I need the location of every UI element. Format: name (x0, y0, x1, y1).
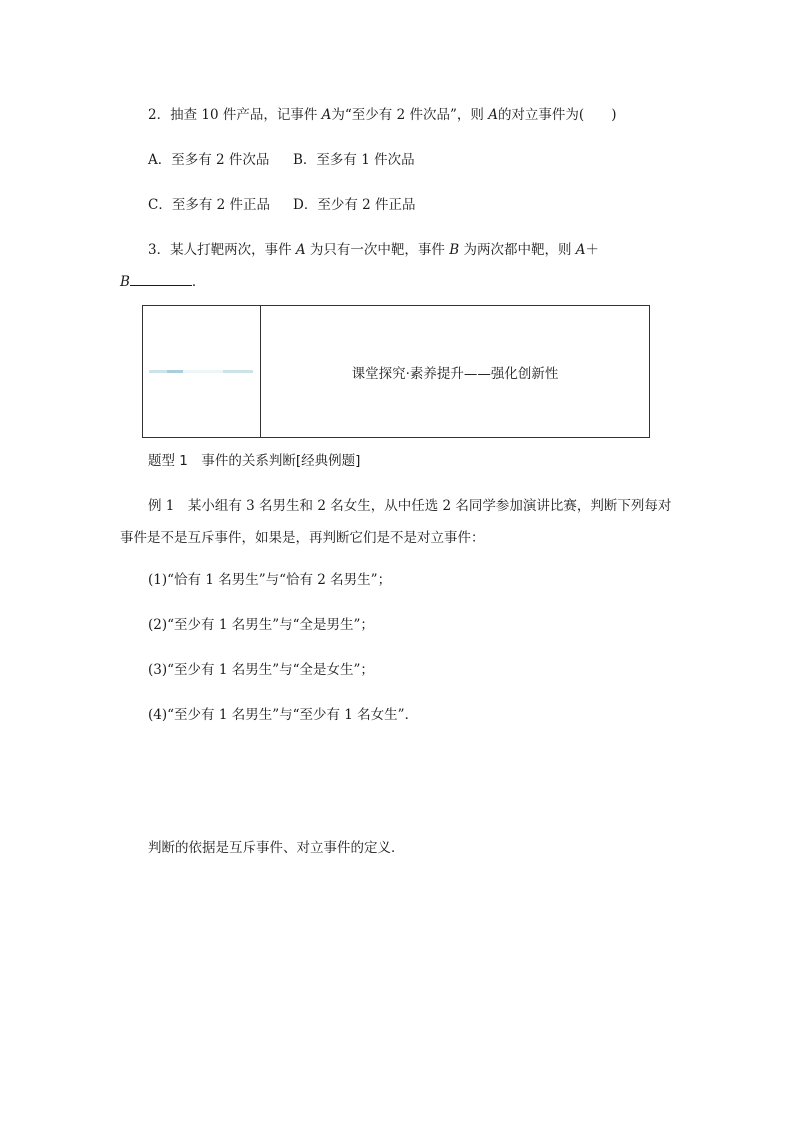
q2-option-a: A．至多有 2 件次品 (148, 152, 270, 168)
solution-note: 判断的依据是互斥事件、对立事件的定义． (148, 840, 405, 856)
banner-decoration (149, 370, 253, 374)
q3-line1 (148, 238, 599, 258)
banner-title: 课堂探究·素养提升——强化创新性 (351, 365, 559, 382)
q2-stem-text: 为“至少有 2 件次品”，则 (331, 107, 489, 123)
example-item-3: (3)“至少有 1 名男生”与“全是女生”； (148, 662, 374, 678)
q3-text: 3．某人打靶两次，事件 (148, 242, 296, 258)
var-a: A (321, 107, 332, 123)
example-line1: 例 1 某小组有 3 名男生和 2 名女生，从中任选 2 名同学参加演讲比赛，判断下列每对 (148, 498, 672, 514)
var-b: B (120, 274, 130, 290)
q3-period: ． (191, 274, 206, 290)
plus-sign: ＋ (585, 242, 599, 258)
section-banner (142, 305, 650, 438)
example-item-1: (1)“恰有 1 名男生”与“恰有 2 名男生”； (148, 572, 392, 588)
var-b: B (449, 242, 460, 258)
section-heading: 题型 1 事件的关系判断[经典例题] (148, 453, 361, 469)
example-item-2: (2)“至少有 1 名男生”与“全是男生”； (148, 617, 374, 633)
q2-option-c: C．至多有 2 件正品 (148, 197, 271, 213)
q3-text: 为只有一次中靶，事件 (305, 242, 450, 258)
q2-stem-text: 的对立事件为( ) (497, 107, 617, 123)
var-a: A (295, 242, 306, 258)
q3-text: 为两次都中靶，则 (459, 242, 576, 258)
banner-image-cell (143, 306, 261, 437)
answer-blank (130, 273, 192, 286)
q2-option-d: D．至少有 2 件正品 (293, 197, 416, 213)
var-a: A (488, 107, 498, 123)
q2-stem (148, 103, 616, 123)
example-item-4: (4)“至少有 1 名男生”与“至少有 1 名女生”． (148, 707, 419, 723)
example-line2: 事件是不是互斥事件，如果是，再判断它们是不是对立事件： (120, 530, 485, 546)
q2-option-b: B．至多有 1 件次品 (293, 152, 415, 168)
q2-stem-text: 2．抽查 10 件产品，记事件 (148, 107, 322, 123)
var-a: A (575, 242, 586, 258)
q3-line2 (120, 270, 205, 290)
